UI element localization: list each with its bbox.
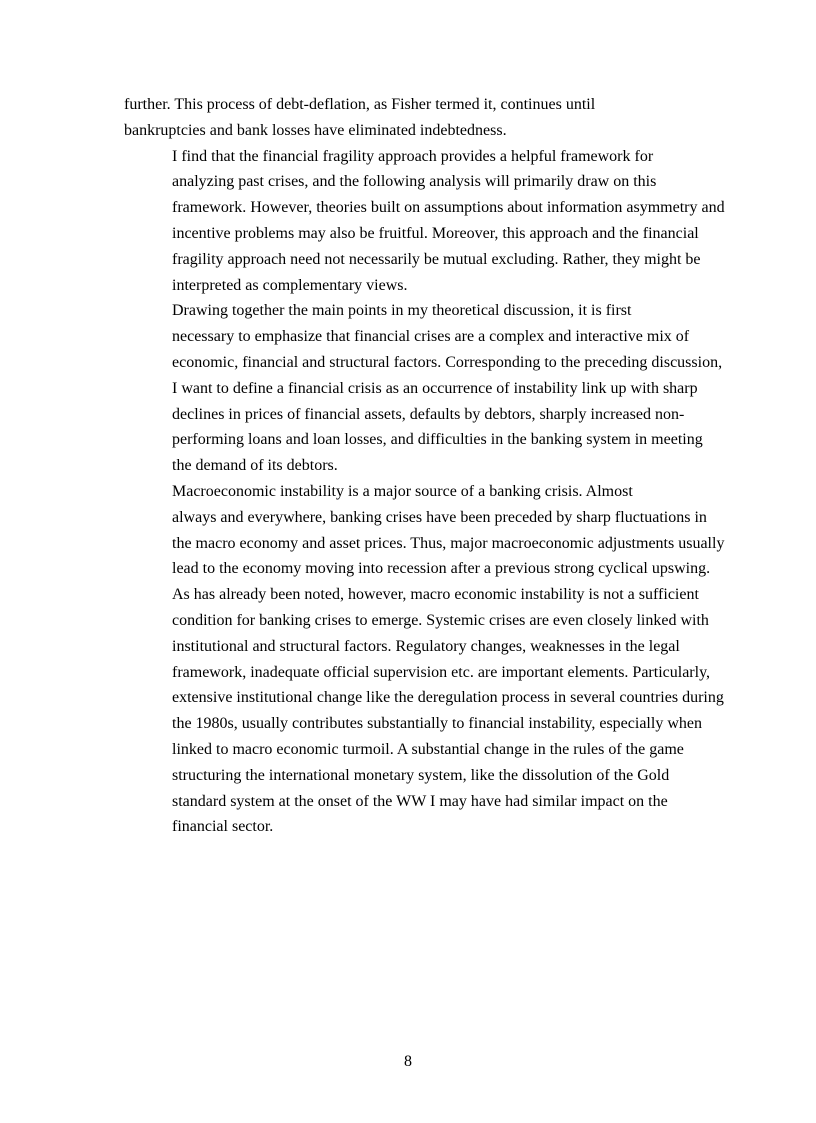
text-line: standard system at the onset of the WW I may have had similar impact on the — [172, 792, 668, 810]
text-line: lead to the economy moving into recession after a previous strong cyclical upswing. — [172, 560, 711, 578]
text-line: Drawing together the main points in my theoretical discussion, it is first — [172, 302, 632, 320]
text-line: institutional and structural factors. Regulatory changes, weaknesses in the legal — [172, 637, 680, 655]
body-text — [124, 92, 725, 840]
text-line: performing loans and loan losses, and difficulties in the banking system in meeting — [172, 431, 703, 449]
text-line: economic, financial and structural factors. Corresponding to the preceding discussion, — [172, 353, 723, 371]
text-line: analyzing past crises, and the following analysis will primarily draw on this — [172, 173, 657, 191]
text-line: I want to define a financial crisis as an occurrence of instability link up with sharp — [172, 379, 698, 397]
paragraph — [124, 479, 725, 840]
text-line: further. This process of debt-deflation, as Fisher termed it, continues until — [124, 96, 596, 113]
text-line: condition for banking crises to emerge. Systemic crises are even closely linked with — [172, 611, 709, 629]
text-line: financial sector. — [172, 818, 274, 836]
text-line: I find that the financial fragility approach provides a helpful framework for — [172, 147, 654, 165]
text-line: extensive institutional change like the deregulation process in several countries during — [172, 689, 724, 707]
page-number: 8 — [404, 1053, 412, 1070]
paragraph — [124, 144, 725, 299]
text-line: linked to macro economic turmoil. A substantial change in the rules of the game — [172, 740, 684, 758]
text-line: structuring the international monetary system, like the dissolution of the Gold — [172, 766, 670, 784]
text-line: necessary to emphasize that financial crises are a complex and interactive mix of — [172, 328, 690, 346]
text-line: the macro economy and asset prices. Thus, major macroeconomic adjustments usually — [172, 534, 725, 552]
paragraph — [124, 298, 723, 479]
text-line: interpreted as complementary views. — [172, 276, 408, 294]
text-line: framework, inadequate official supervision etc. are important elements. Particularly, — [172, 663, 711, 681]
text-line: framework. However, theories built on assumptions about information asymmetry and — [172, 199, 725, 217]
text-line: Macroeconomic instability is a major source of a banking crisis. Almost — [172, 482, 633, 500]
text-line: the 1980s, usually contributes substantially to financial instability, especially when — [172, 715, 702, 733]
paragraph — [124, 92, 694, 144]
text-line: the demand of its debtors. — [172, 457, 338, 475]
text-line: declines in prices of financial assets, defaults by debtors, sharply increased non- — [172, 405, 685, 423]
text-line: As has already been noted, however, macro economic instability is not a sufficient — [172, 586, 699, 604]
text-line: bankruptcies and bank losses have eliminated indebtedness. — [124, 121, 507, 139]
text-line: fragility approach need not necessarily be mutual excluding. Rather, they might be — [172, 250, 701, 268]
text-line: always and everywhere, banking crises have been preceded by sharp fluctuations in — [172, 508, 707, 526]
text-line: incentive problems may also be fruitful. Moreover, this approach and the financial — [172, 224, 699, 242]
